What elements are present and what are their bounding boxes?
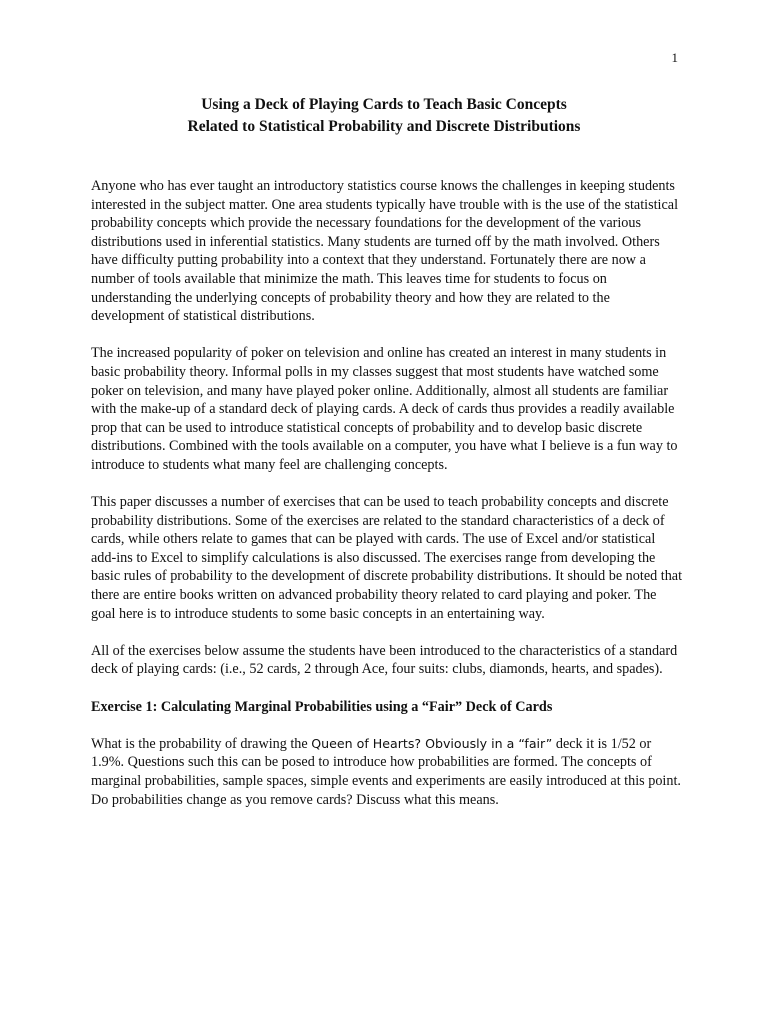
document-body bbox=[91, 177, 684, 828]
exercise-1-text-end: deck it is 1/52 or 1.9%. Questions such this can be posed to introduce how probabilities are formed. The concepts of marginal probabilities, sample spaces, simple events and experiments are easily introduced at this point. Do probabilities change as you remove cards? Discuss what this means. bbox=[91, 735, 681, 808]
paragraph-assumptions: All of the exercises below assume the students have been introduced to the characteristics of a standard deck of playing cards: (i.e., 52 cards, 2 through Ace, four suits: clubs, diamonds, hearts, and spades). bbox=[91, 642, 678, 678]
document-title bbox=[0, 94, 768, 138]
title-line-1: Using a Deck of Playing Cards to Teach Basic Concepts bbox=[201, 96, 567, 113]
paragraph-exercises-overview: This paper discusses a number of exercises that can be used to teach probability concepts and discrete probability distributions. Some of the exercises are related to the standard characteristics of a deck of cards, while others relate to games that can be played with cards. The use of Excel and/or statistical add-ins to Excel to simplify calculations is also discussed. The exercises range from developing the basic rules of probability to the development of discrete probability distributions. It should be noted that there are entire books written on advanced probability theory related to card playing and poker. The goal here is to introduce students to some basic concepts in an entertaining way. bbox=[91, 494, 683, 622]
exercise-1-heading: Exercise 1: Calculating Marginal Probabilities using a “Fair” Deck of Cards bbox=[91, 698, 553, 715]
title-line-2: Related to Statistical Probability and Discrete Distributions bbox=[187, 118, 581, 135]
exercise-1-text-start: What is the probability of drawing the bbox=[91, 735, 312, 752]
paragraph-intro: Anyone who has ever taught an introductory statistics course knows the challenges in keeping students interested in the subject matter. One area students typically have trouble with is the use of the statistical probability concepts which provide the necessary foundations for the development of the various distributions used in inferential statistics. Many students are turned off by the math involved. Others have difficulty putting probability into a context that they understand. Fortunately there are now a number of tools available that minimize the math. This leaves time for students to focus on understanding the underlying concepts of probability theory and how they are related to the development of statistical distributions. bbox=[91, 178, 679, 325]
paragraph-poker: The increased popularity of poker on television and online has created an interest in many students in basic probability theory. Informal polls in my classes suggest that most students have watched some poker on television, and many have played poker online. Additionally, almost all students are familiar with the make-up of a standard deck of playing cards. A deck of cards thus provides a readily available prop that can be used to introduce statistical concepts of probability and to develop basic discrete distributions. Combined with the tools available on a computer, you have what I believe is a fun way to introduce to students what many feel are challenging concepts. bbox=[91, 345, 678, 473]
page-number: 1 bbox=[671, 50, 678, 65]
exercise-1-paragraph bbox=[91, 735, 684, 809]
exercise-1-text-alt: Queen of Hearts? Obviously in a “fair” bbox=[311, 735, 553, 751]
